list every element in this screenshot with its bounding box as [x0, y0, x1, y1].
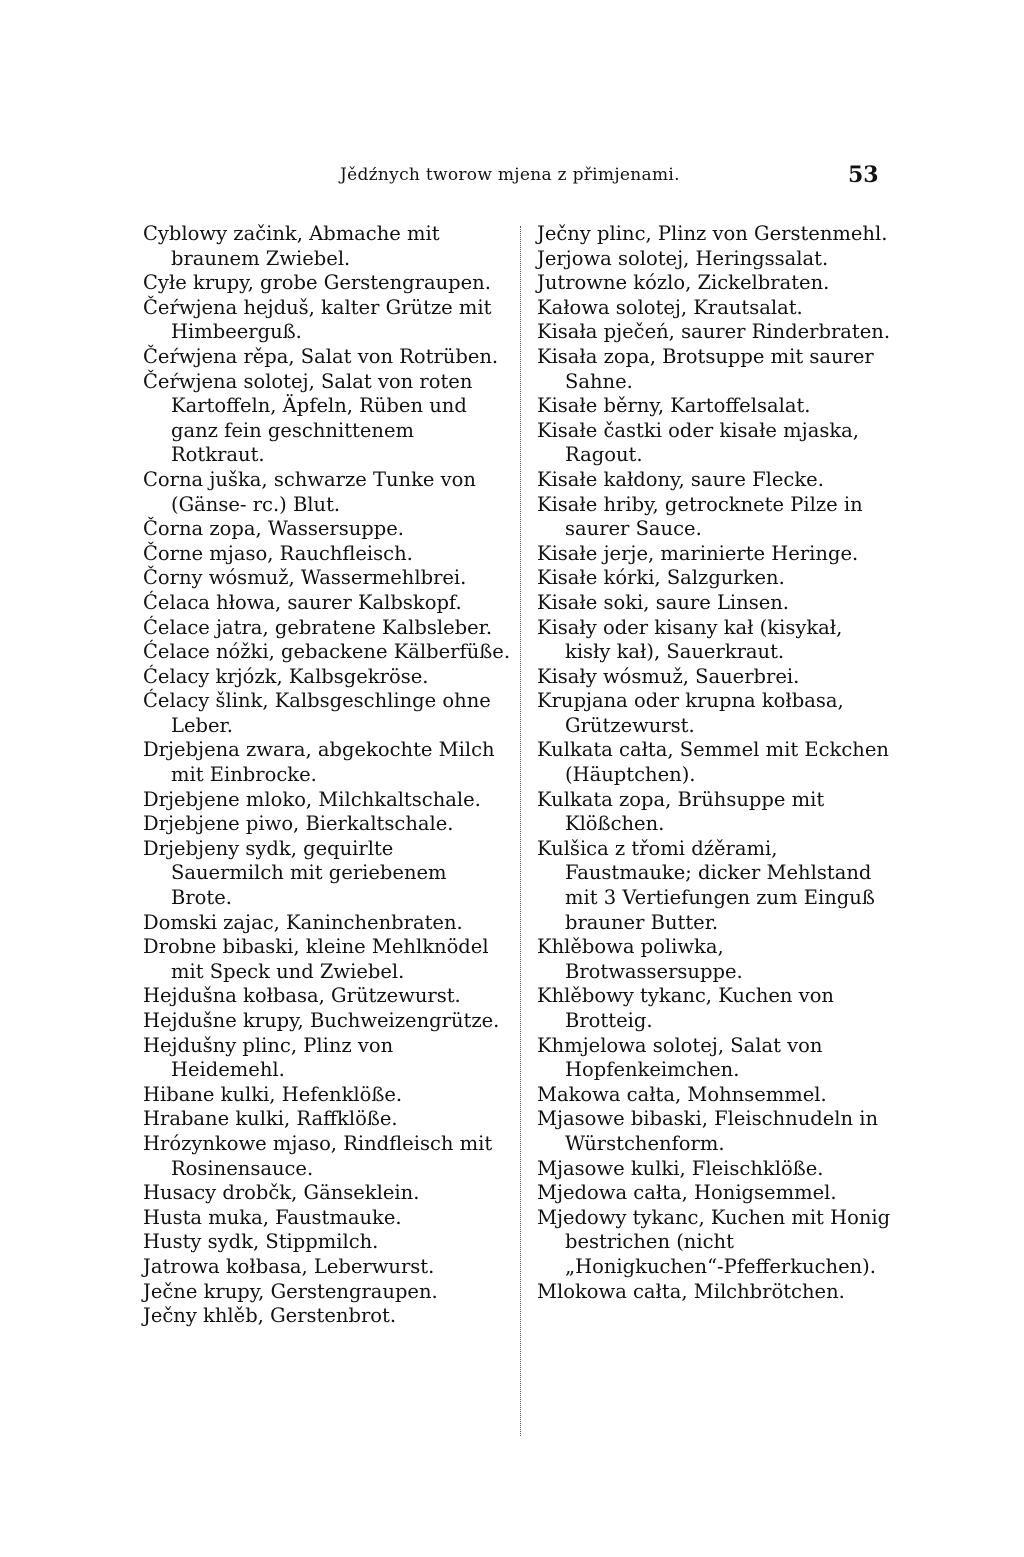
- running-title: Jědźnych tworow mjena z přimjenami.: [340, 165, 680, 185]
- glossary-entry: Ječny khlěb, Gerstenbrot.: [143, 1304, 397, 1328]
- glossary-entry: Kisałe častki oder kisałe mjaska, Ragout.: [537, 418, 859, 467]
- glossary-entry: Husty sydk, Stippmilch.: [143, 1230, 379, 1254]
- glossary-entry: Mjedowa całta, Honigsemmel.: [537, 1181, 837, 1205]
- glossary-entry: Hibane kulki, Hefenklöße.: [143, 1082, 403, 1106]
- glossary-entry: Mlokowa całta, Milchbrötchen.: [537, 1279, 845, 1303]
- glossary-entry: Hejdušny plinc, Plinz von Heidemehl.: [143, 1033, 394, 1082]
- glossary-entry: Corna juška, schwarze Tunke von (Gänse- rc.) Blut.: [143, 467, 476, 516]
- glossary-entry: Čeŕwjena solotej, Salat von roten Kartoffeln, Äpfeln, Rüben und ganz fein geschnittenem Rotkraut.: [143, 369, 473, 467]
- glossary-entry: Čeŕwjena rěpa, Salat von Rotrüben.: [143, 344, 499, 368]
- glossary-entry: Makowa całta, Mohnsemmel.: [537, 1082, 827, 1106]
- glossary-entry: Hrabane kulki, Raffklöße.: [143, 1107, 398, 1131]
- glossary-entry: Drjebjeny sydk, gequirlte Sauermilch mit geriebenem Brote.: [143, 836, 447, 910]
- glossary-entry: Drjebjena zwara, abgekochte Milch mit Einbrocke.: [143, 738, 495, 787]
- page-header: [0, 162, 1024, 197]
- glossary-entry: Domski zajac, Kaninchenbraten.: [143, 910, 463, 934]
- glossary-entry: Khlěbowy tykanc, Kuchen von Brotteig.: [537, 984, 834, 1032]
- glossary-entry: Kisały wósmuž, Sauerbrei.: [537, 664, 800, 688]
- glossary-entry: Kisałe kałdony, saure Flecke.: [537, 467, 824, 491]
- glossary-entry: Kisałe soki, saure Linsen.: [537, 590, 789, 614]
- glossary-entry: Kisała pječeń, saurer Rinderbraten.: [537, 320, 891, 344]
- glossary-entry: Husacy drobčk, Gänseklein.: [143, 1181, 420, 1205]
- glossary-entry: Čorna zopa, Wassersuppe.: [143, 517, 405, 541]
- glossary-entry: Kisała zopa, Brotsuppe mit saurer Sahne.: [537, 344, 874, 393]
- glossary-entry: Ćelacy šlink, Kalbsgeschlinge ohne Leber.: [143, 689, 491, 737]
- glossary-entry: Khlěbowa poliwka, Brotwassersuppe.: [537, 935, 743, 983]
- glossary-entry: Mjasowe kulki, Fleischklöße.: [537, 1156, 824, 1180]
- glossary-entry: Drjebjene piwo, Bierkaltschale.: [143, 812, 454, 836]
- glossary-entry: Čeŕwjena hejduš, kalter Grütze mit Himbeerguß.: [143, 295, 492, 344]
- right-column: [537, 222, 891, 1304]
- glossary-entry: Kisałe jerje, marinierte Heringe.: [537, 541, 859, 565]
- glossary-entry: Ćelace jatra, gebratene Kalbsleber.: [143, 615, 493, 639]
- glossary-entry: Ćelace nóžki, gebackene Kälberfüße.: [143, 640, 511, 664]
- glossary-entry: Kisały oder kisany kał (kisykał, kisły kał), Sauerkraut.: [537, 615, 843, 664]
- glossary-entry: Mjasowe bibaski, Fleischnudeln in Würstchenform.: [537, 1107, 879, 1155]
- page-number: 53: [848, 162, 879, 188]
- glossary-entry: Kulšica z třomi dźěrami, Faustmauke; dicker Mehlstand mit 3 Vertiefungen zum Einguß brauner Butter.: [537, 836, 875, 934]
- column-divider: [520, 226, 522, 1436]
- glossary-entry: Hejdušna kołbasa, Grützewurst.: [143, 984, 461, 1008]
- glossary-entry: Khmjelowa solotej, Salat von Hopfenkeimchen.: [537, 1033, 823, 1082]
- glossary-entry: Ćelaca hłowa, saurer Kalbskopf.: [143, 590, 462, 614]
- glossary-entry: Drobne bibaski, kleine Mehlknödel mit Speck und Zwiebel.: [143, 935, 489, 983]
- glossary-entry: Krupjana oder krupna kołbasa, Grützewurst.: [537, 689, 844, 737]
- glossary-entry: Jerjowa solotej, Heringssalat.: [537, 246, 829, 270]
- glossary-entry: Hejdušne krupy, Buchweizengrütze.: [143, 1009, 500, 1032]
- glossary-entry: Ćelacy krjózk, Kalbsgekröse.: [143, 664, 429, 688]
- glossary-entry: Cyblowy začink, Abmache mit braunem Zwiebel.: [143, 222, 440, 270]
- glossary-entry: Kisałe běrny, Kartoffelsalat.: [537, 394, 811, 418]
- glossary-entry: Husta muka, Faustmauke.: [143, 1205, 402, 1229]
- glossary-entry: Ječny plinc, Plinz von Gerstenmehl.: [537, 222, 888, 245]
- glossary-entry: Kisałe kórki, Salzgurken.: [537, 566, 785, 590]
- glossary-entry: Hrózynkowe mjaso, Rindfleisch mit Rosinensauce.: [143, 1131, 493, 1180]
- glossary-entry: Kulkata całta, Semmel mit Eckchen (Häuptchen).: [537, 738, 889, 787]
- glossary-entry: Mjedowy tykanc, Kuchen mit Honig bestrichen (nicht „Honigkuchen“-Pfefferkuchen).: [537, 1205, 891, 1278]
- glossary-entry: Jutrowne kózlo, Zickelbraten.: [537, 271, 830, 295]
- left-column: [143, 222, 511, 1329]
- glossary-entry: Kałowa solotej, Krautsalat.: [537, 295, 803, 319]
- glossary-entry: Jatrowa kołbasa, Leberwurst.: [143, 1254, 435, 1278]
- glossary-entry: Čorne mjaso, Rauchfleisch.: [143, 541, 413, 565]
- glossary-entry: Ječne krupy, Gerstengraupen.: [143, 1279, 438, 1303]
- glossary-entry: Cyłe krupy, grobe Gerstengraupen.: [143, 271, 491, 295]
- glossary-entry: Kulkata zopa, Brühsuppe mit Klößchen.: [537, 787, 825, 836]
- glossary-entry: Drjebjene mloko, Milchkaltschale.: [143, 787, 481, 811]
- glossary-entry: Čorny wósmuž, Wassermehlbrei.: [143, 566, 467, 590]
- glossary-entry: Kisałe hriby, getrocknete Pilze in saurer Sauce.: [537, 492, 863, 541]
